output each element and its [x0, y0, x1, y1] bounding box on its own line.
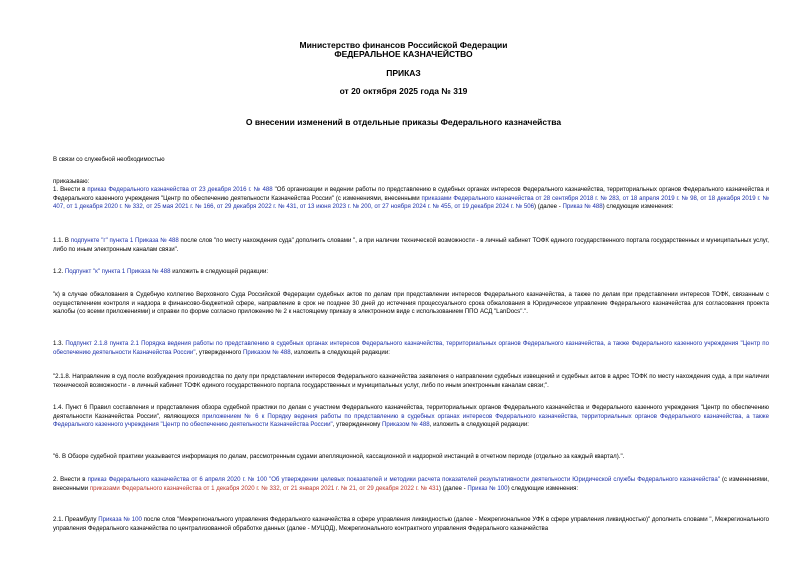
paragraph-1-4 [53, 404, 769, 430]
link-subparagraph-2-1-8[interactable]: Подпункт 2.1.8 пункта 2.1 Порядка ведения работы по представлению в судебных органах интересов Федерального казначейства, территориальных органов Федерального казначейства, а также Федерального казенного учреждения "Центр по обеспечению деятельности Казначейства России" [53, 340, 769, 356]
paragraph-1-3-part-e: , изложить в следующей редакции: [290, 348, 390, 356]
link-order-488-appendix[interactable]: Приказом № 488 [382, 421, 430, 428]
intro-text: В связи со служебной необходимостью [53, 156, 165, 163]
paragraph-1-part-g: ) следующие изменения: [602, 203, 674, 210]
paragraph-2-part-a: 2. Внести в [53, 476, 88, 483]
link-order-100-short[interactable]: Приказ № 100 [467, 484, 508, 492]
paragraph-1-4-part-c: , утвержденному [332, 421, 382, 428]
paragraph-2-1-part-c: после слов "Межрегионального управления Федерального казначейства в сфере управления ликвидностью (далее - Межрегиональное УФК в сфере управления ликвидностью)" дополнить словами ", Межрегионального управления Федерального казначейства по централизованной обработке данных (далее - МУЦОД), Межрегионального контрактного управления Федерального казначейства [53, 516, 769, 532]
link-order-488-approved[interactable]: Приказом № 488 [242, 348, 291, 356]
link-subparagraph-k[interactable]: Подпункт "к" пункта 1 Приказа № 488 [64, 268, 171, 275]
paragraph-1-2-part-c: изложить в следующей редакции: [170, 268, 269, 275]
paragraph-1-part-c: "Об организации и ведении работы по представлению в судебных органах интересов Федерального казначейства, территориальных органов Федерального казначейства и Федерального казенного учреждения "Центр по обеспечению деятельности Казначейства России" (с изменениями, внесенными [53, 186, 769, 202]
prikazyvayu-text: приказываю: [53, 178, 90, 185]
paragraph-1-2 [53, 268, 769, 277]
link-appendix-6[interactable]: приложением № 6 к Порядку ведения работы по представлению в судебных органах интересов Федерального казначейства, территориальных органов Федерального казначейства, а также Федерального казенного учреждения "Центр по обеспечению деятельности Казначейства России" [53, 412, 770, 428]
paragraph-2-1 [53, 516, 769, 533]
link-order-100[interactable]: приказ Федерального казначейства от 6 апреля 2020 г. № 100 "Об утверждении целевых показателей и методики расчета показателей результативности деятельности Юридической службы Федерального казначейства" [87, 476, 720, 483]
quote-k-text: "к) в случае обжалования в Судебную коллегию Верховного Суда Российской Федерации судебных актов по делам при представлении интересов Федерального казначейства, а также по делам при представлении интересов ТОФК, связанным с осуществлением контроля и надзора в финансово-бюджетной сфере, направление в срок не позднее 30 дней до истечения процессуального срока обжалования в Юридическое управление Федерального казначейства для согласования проекта жалобы (со всеми приложениями) и справки по форме согласно приложению № 2 к настоящему приказу в электронном виде с использованием ППО АСД "LanDocs".". [53, 291, 769, 315]
paragraph-1-1-part-c: после слов "по месту нахождения суда" дополнить словами ", а при наличии технической возможности - в личный кабинет ТОФК единого государственного портала государственных и муниципальных услуг, либо по иным электронным каналам связи". [53, 237, 769, 253]
ministry-name: Министерство финансов Российской Федерации [299, 40, 508, 50]
paragraph-2 [53, 476, 769, 493]
link-amending-orders[interactable]: приказами Федерального казначейства от 28 сентября 2018 г. № 283, от 18 апреля 2019 г. № 98, от 18 декабря 2019 г. № 407, от 1 декабря 2020 г. № 332, от 25 мая 2021 г. № 166, от 29 декабря 2022 г. № 431, от 13 июня 2023 г. № 200, от 27 ноября 2024 г. № 455, от 19 декабря 2024 г. № 506 [53, 194, 770, 210]
paragraph-1-3-part-a: 1.3. [53, 340, 66, 347]
paragraph-1-1-part-a: 1.1. В [53, 237, 71, 244]
paragraph-1-part-e: ) (далее - [534, 203, 563, 210]
paragraph-1-3-part-c: , утвержденного [195, 348, 243, 356]
paragraph-1-1 [53, 237, 769, 254]
link-subparagraph-g[interactable]: подпункте "г" пункта 1 Приказа № 488 [70, 237, 179, 244]
quote-point-6 [53, 453, 769, 462]
document-type: ПРИКАЗ [386, 68, 421, 78]
paragraph-1-4-part-e: , изложить в следующей редакции: [429, 421, 529, 428]
paragraph-1-4-part-a: 1.4. Пункт 6 Правил составления и представления обзора судебной практики по делам с участием Федерального казначейства, территориальных органов Федерального казначейства и Федерального казенного учреждения "Центр по обеспечению деятельности Казначейства России", являющихся [53, 404, 769, 420]
paragraph-1-3 [53, 340, 769, 357]
paragraph-2-part-g: ) следующие изменения: [507, 484, 579, 492]
quote-subparagraph-k [53, 291, 769, 317]
intro-paragraph [53, 156, 769, 165]
quote-2-1-8 [53, 373, 769, 390]
paragraph-2-part-e: ) (далее - [438, 484, 468, 492]
document-date-number: от 20 октября 2025 года № 319 [339, 86, 468, 96]
link-order-100-preamble[interactable]: Приказа № 100 [98, 516, 142, 523]
paragraph-1-2-part-a: 1.2. [53, 268, 65, 275]
quote-6-text: "6. В Обзоре судебной практики указывается информация по делам, рассмотренным судами апелляционной, кассационной и надзорной инстанций в отчетном периоде (отдельно за каждый квартал).". [53, 453, 625, 460]
paragraph-1-part-a: 1. Внести в [53, 186, 88, 193]
link-order-488-short[interactable]: Приказ № 488 [562, 203, 603, 210]
link-amending-orders-100[interactable]: приказами Федерального казначейства от 1 декабря 2020 г. № 332, от 21 января 2021 г. № 21, от 29 декабря 2022 г. № 431 [89, 484, 439, 492]
treasury-name: ФЕДЕРАЛЬНОЕ КАЗНАЧЕЙСТВО [334, 49, 473, 59]
paragraph-2-part-c: (с изменениями, внесенными [53, 476, 769, 492]
document-title: О внесении изменений в отдельные приказы Федерального казначейства [245, 117, 562, 127]
paragraph-1 [53, 186, 769, 212]
paragraph-2-1-part-a: 2.1. Преамбулу [53, 516, 99, 523]
quote-2-1-8-text: "2.1.8. Направление в суд после возбуждения производства по делу при представлении интересов Федерального казначейства заявления о направлении судебных извещений и судебных актов в адрес ТОФК по месту нахождения суда, а при наличии технической возможности - в личный кабинет ТОФК единого государственного портала государственных и муниципальных услуг, либо по иным электронным каналам связи;". [53, 373, 769, 389]
link-order-488[interactable]: приказ Федерального казначейства от 23 декабря 2016 г. № 488 [87, 186, 273, 193]
